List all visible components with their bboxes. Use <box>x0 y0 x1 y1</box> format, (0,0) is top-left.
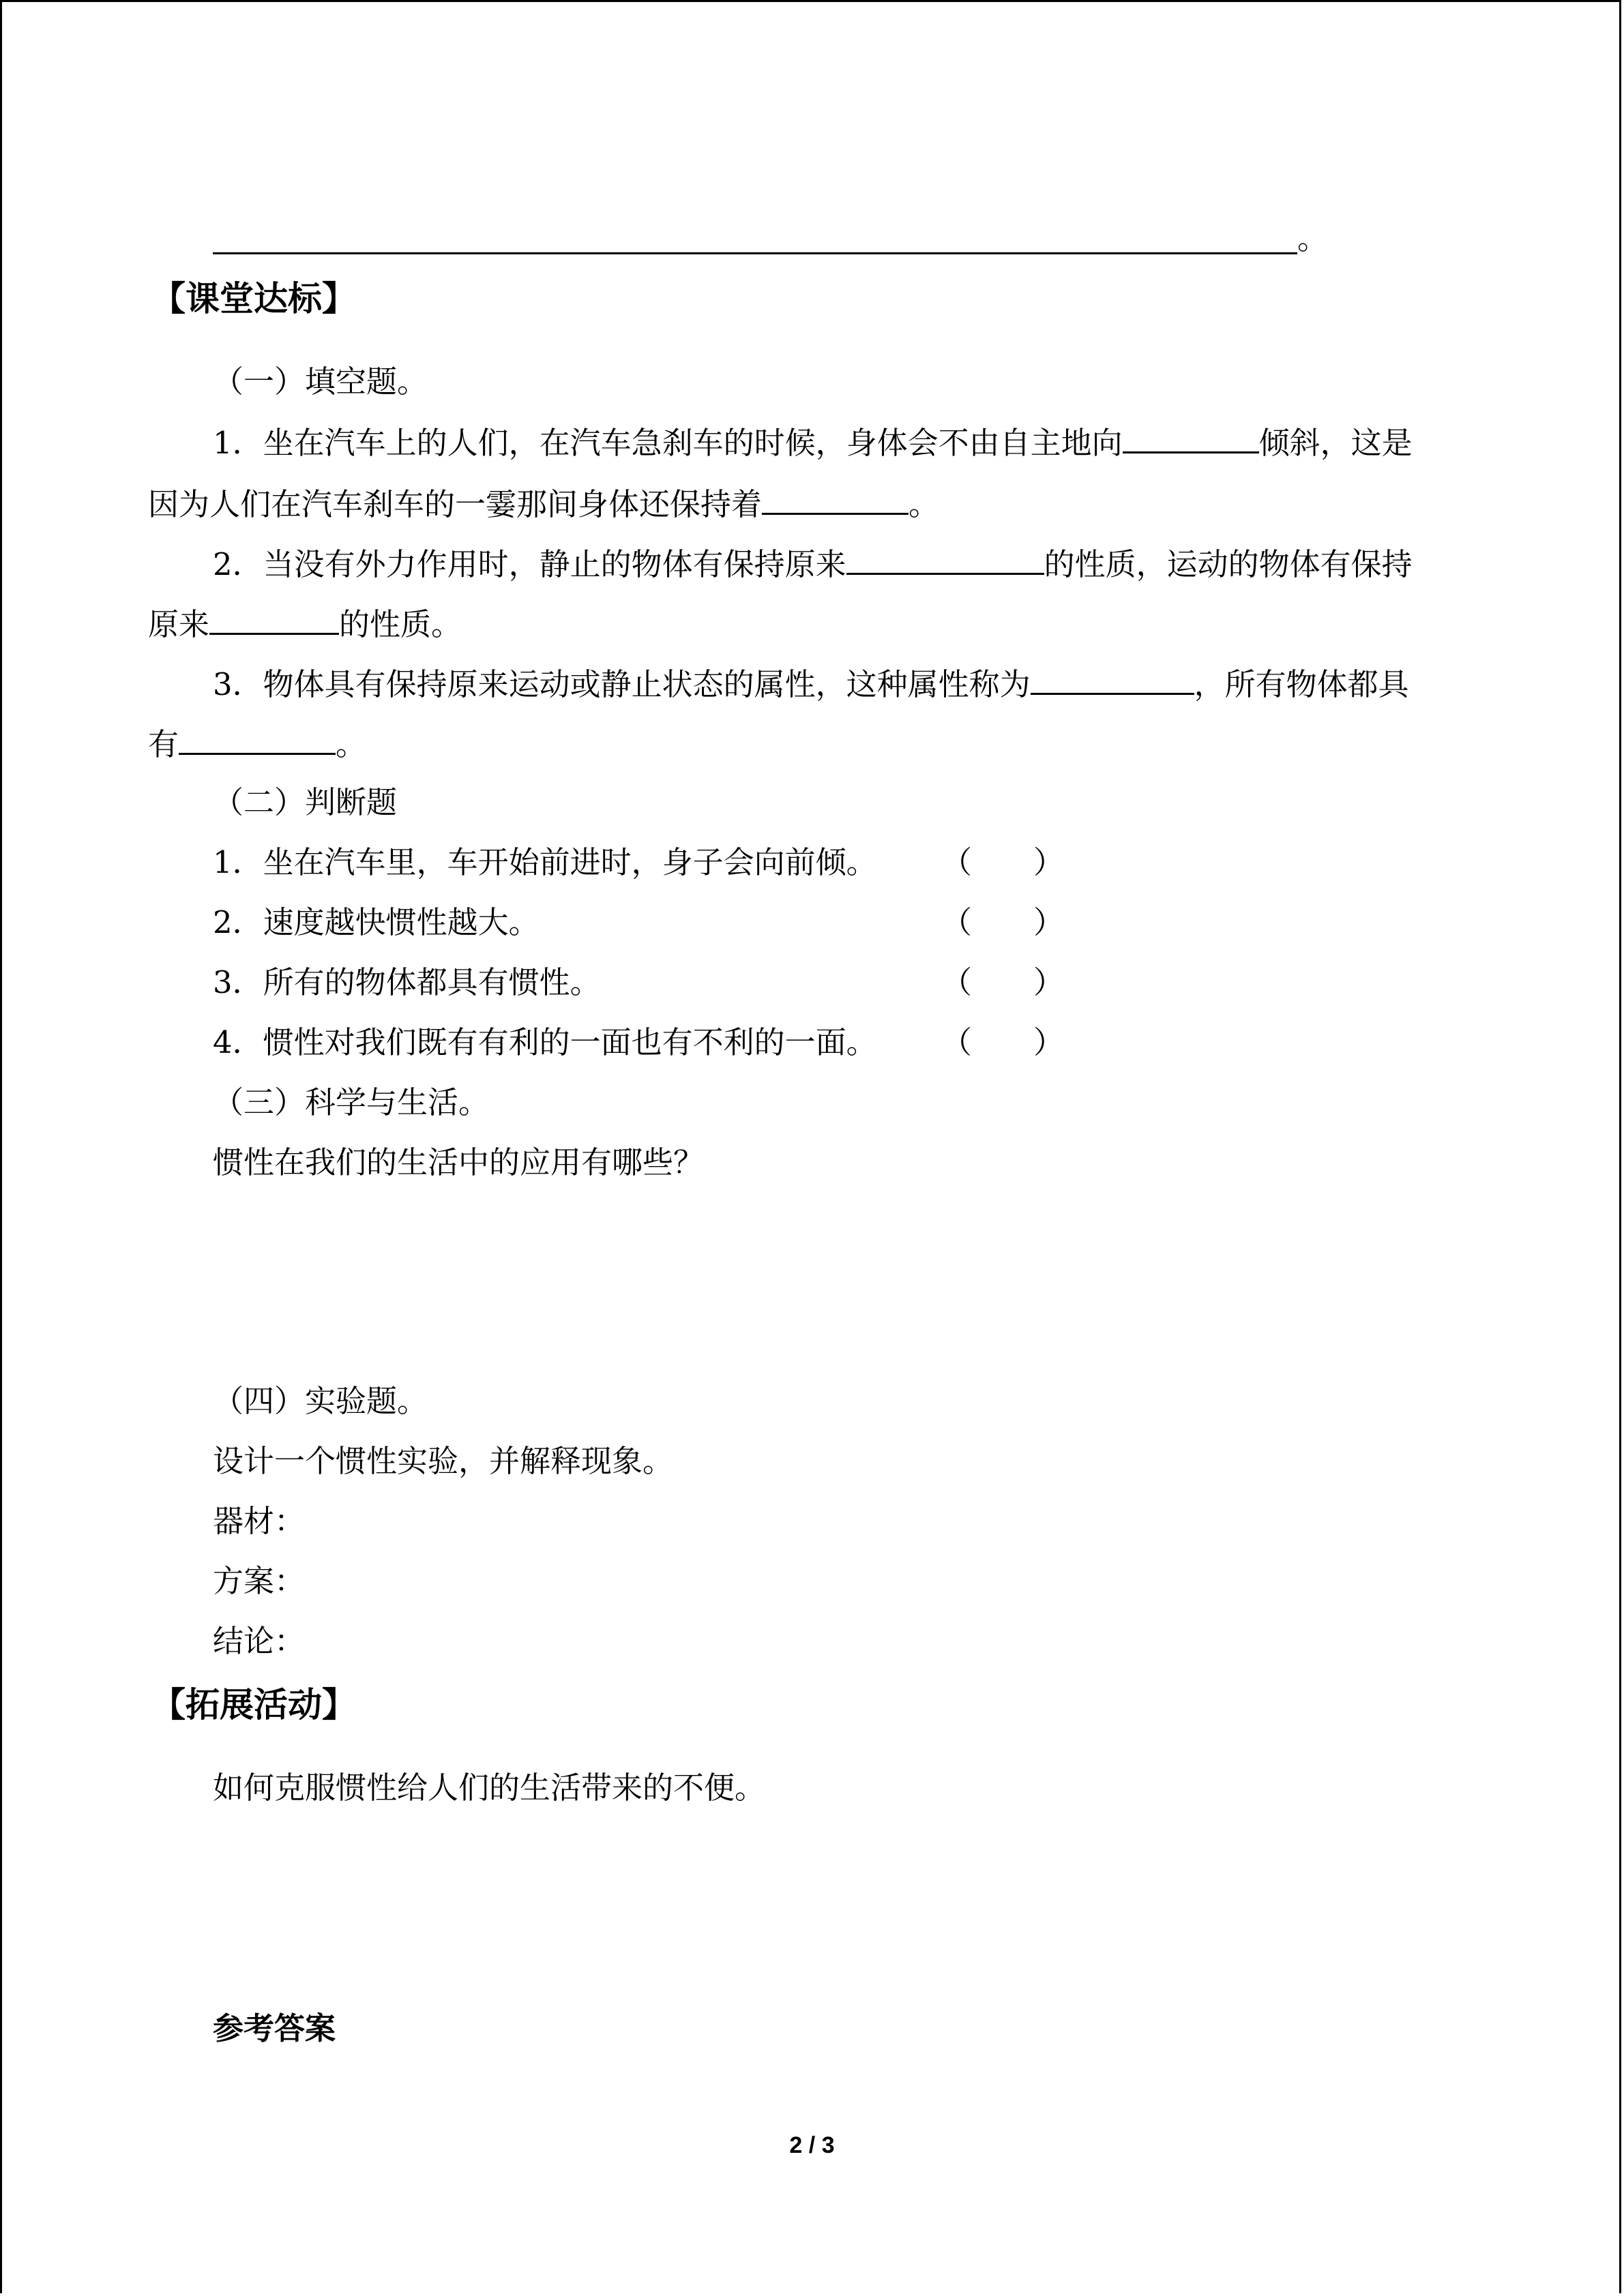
fill-q3-line2: 有 。 <box>148 726 367 762</box>
experiment-conclusion: 结论： <box>213 1623 306 1659</box>
judge-item-4: 4．惯性对我们既有有利的一面也有不利的一面。 <box>213 1024 877 1060</box>
page-number: 2 / 3 <box>789 2132 835 2158</box>
life-question: 惯性在我们的生活中的应用有哪些？ <box>213 1144 705 1180</box>
fill-q2-line2: 原来 的性质。 <box>148 606 462 642</box>
judge-item-2: 2．速度越快惯性越大。 <box>213 904 540 940</box>
life-title: （三）科学与生活。 <box>213 1084 490 1120</box>
judge-item-3: 3．所有的物体都具有惯性。 <box>213 964 601 1000</box>
fill-blank[interactable] <box>209 606 339 635</box>
fill-blank[interactable] <box>1123 424 1259 453</box>
section-heading-classroom: 【课堂达标】 <box>151 279 356 318</box>
fill-blank[interactable] <box>1031 666 1194 695</box>
line-end-period: 。 <box>1297 220 1329 256</box>
judge-answer-4[interactable]: （ ） <box>941 1024 1065 1060</box>
judge-title: （二）判断题 <box>213 784 398 820</box>
fill-title: （一）填空题。 <box>213 363 428 400</box>
fill-q1-line2: 因为人们在汽车刹车的一霎那间身体还保持着 。 <box>148 486 940 522</box>
fill-q1-line1: 1．坐在汽车上的人们，在汽车急刹车的时候，身体会不由自主地向 倾斜，这是 <box>213 425 1413 461</box>
judge-item-1: 1．坐在汽车里，车开始前进时，身子会向前倾。 <box>213 844 877 880</box>
experiment-plan: 方案： <box>213 1563 306 1599</box>
judge-answer-1[interactable]: （ ） <box>941 844 1065 880</box>
section-heading-extension: 【拓展活动】 <box>151 1685 356 1725</box>
fill-blank[interactable] <box>762 486 909 515</box>
extension-text: 如何克服惯性给人们的生活带来的不便。 <box>213 1770 766 1806</box>
fill-blank[interactable] <box>846 546 1044 575</box>
experiment-materials: 器材： <box>213 1503 306 1539</box>
judge-answer-2[interactable]: （ ） <box>941 904 1065 940</box>
answer-line <box>213 252 1297 254</box>
experiment-title: （四）实验题。 <box>213 1383 428 1419</box>
fill-q3-line1: 3．物体具有保持原来运动或静止状态的属性，这种属性称为 ，所有物体都具 <box>213 666 1409 702</box>
fill-blank[interactable] <box>179 726 336 755</box>
experiment-prompt: 设计一个惯性实验，并解释现象。 <box>213 1443 674 1479</box>
judge-answer-3[interactable]: （ ） <box>941 964 1065 1000</box>
answer-heading: 参考答案 <box>213 2010 336 2046</box>
fill-q2-line1: 2．当没有外力作用时，静止的物体有保持原来 的性质，运动的物体有保持 <box>213 546 1413 582</box>
